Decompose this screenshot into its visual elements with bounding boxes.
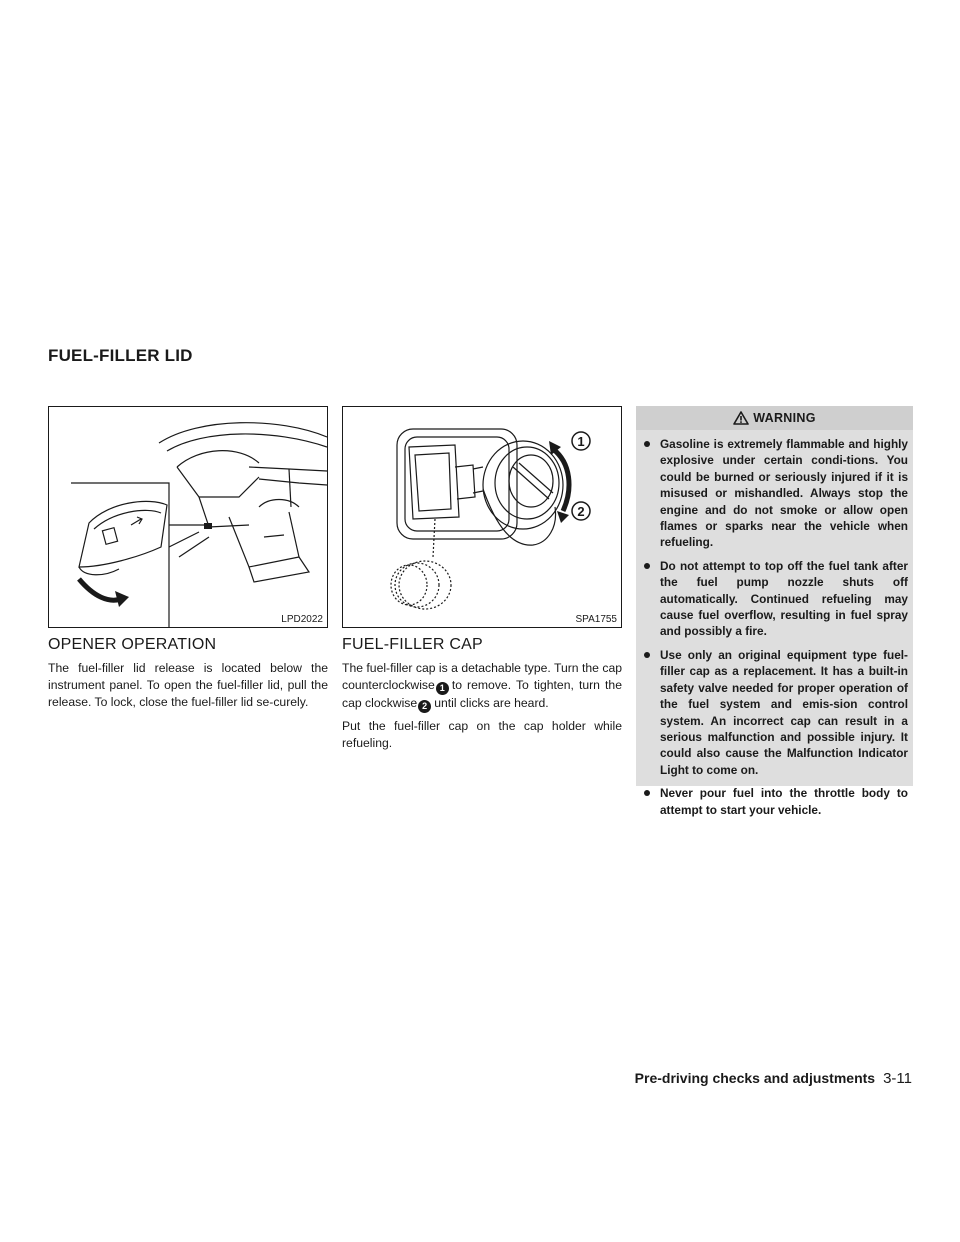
warning-item: Use only an original equipment type fuel-filler cap as a replacement. It has a built-in safety valve needed for proper operation of the fuel system and emis-sion control system. An incorrect cap can result in a serious malfunction and possible injury. It could also cause the Malfunction Indicator Light to come on. (641, 647, 908, 778)
warning-item: Never pour fuel into the throttle body to attempt to start your vehicle. (641, 785, 908, 818)
warning-list (636, 430, 913, 818)
page-number: 3-11 (883, 1070, 912, 1087)
opener-heading: OPENER OPERATION (48, 636, 217, 653)
figure-code: SPA1755 (575, 614, 617, 625)
warning-box (636, 406, 913, 817)
callout-2-inline: 2 (418, 700, 431, 713)
figure-code: LPD2022 (281, 614, 323, 625)
chapter-name: Pre-driving checks and adjustments (634, 1070, 876, 1086)
warning-icon (733, 411, 749, 425)
page-footer (635, 1070, 912, 1087)
cap-text-part: to remove. To tighten, turn the cap clockwise (342, 678, 622, 710)
warning-item: Gasoline is extremely flammable and highly explosive under certain condi-tions. You could be burned or seriously injured if it is misused or mishandled. Always stop the engine and do not smoke or allow open flames or sparks near the vehicle when refueling. (641, 436, 908, 551)
release-lever-illustration (49, 407, 327, 627)
cap-paragraph-1 (342, 660, 622, 713)
cap-paragraph-2: Put the fuel-filler cap on the cap holder while refueling. (342, 719, 622, 750)
callout-1-inline: 1 (436, 682, 449, 695)
figure-release-lever (48, 406, 328, 628)
figure-fuel-filler-cap (342, 406, 622, 628)
warning-item: Do not attempt to top off the fuel tank after the fuel pump nozzle shuts off automatically. Continued refueling may cause fuel overflow, resulting in fuel spray and possibly a fire. (641, 558, 908, 640)
opener-text: The fuel-filler lid release is located below the instrument panel. To open the fuel-filler lid, pull the release. To lock, close the fuel-filler lid se-curely. (48, 661, 328, 709)
cap-text-part: until clicks are heard. (434, 696, 549, 710)
warning-header (636, 406, 913, 430)
cap-text-part: The fuel-filler cap is a detachable type. Turn the cap counterclockwise (342, 661, 622, 692)
callout-1-label: 1 (577, 434, 585, 449)
warning-title: WARNING (753, 411, 816, 425)
cap-heading: FUEL-FILLER CAP (342, 636, 483, 653)
section-title: FUEL-FILLER LID (48, 346, 193, 365)
callout-2-label: 2 (577, 504, 585, 519)
fuel-cap-illustration (343, 407, 621, 627)
